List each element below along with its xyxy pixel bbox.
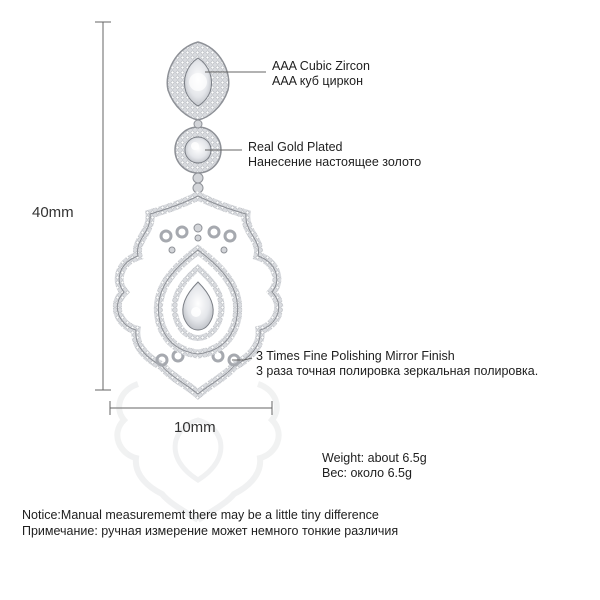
notice-ru: Примечание: ручная измерение может немного тонкие различия (22, 524, 399, 538)
gold-label-ru: Нанесение настоящее золото (248, 155, 422, 169)
weight-label-en: Weight: about 6.5g (322, 451, 427, 465)
reflection (117, 384, 278, 520)
top-marquise-setting (167, 42, 229, 120)
zircon-label-ru: AAA куб циркон (272, 74, 363, 88)
weight-label-ru: Вес: около 6.5g (322, 466, 412, 480)
width-dimension-line (110, 401, 272, 415)
height-dimension-line (95, 22, 111, 390)
zircon-label-en: AAA Cubic Zircon (272, 59, 370, 73)
width-label: 10mm (174, 419, 216, 436)
gold-label-en: Real Gold Plated (248, 140, 343, 154)
notice-en: Notice:Manual measurememt there may be a little tiny difference (22, 508, 379, 522)
center-pear-stone (183, 282, 213, 330)
polish-label-ru: 3 раза точная полировка зеркальная полировка. (256, 364, 539, 378)
height-label: 40mm (32, 204, 74, 221)
polish-label-en: 3 Times Fine Polishing Mirror Finish (256, 349, 455, 363)
